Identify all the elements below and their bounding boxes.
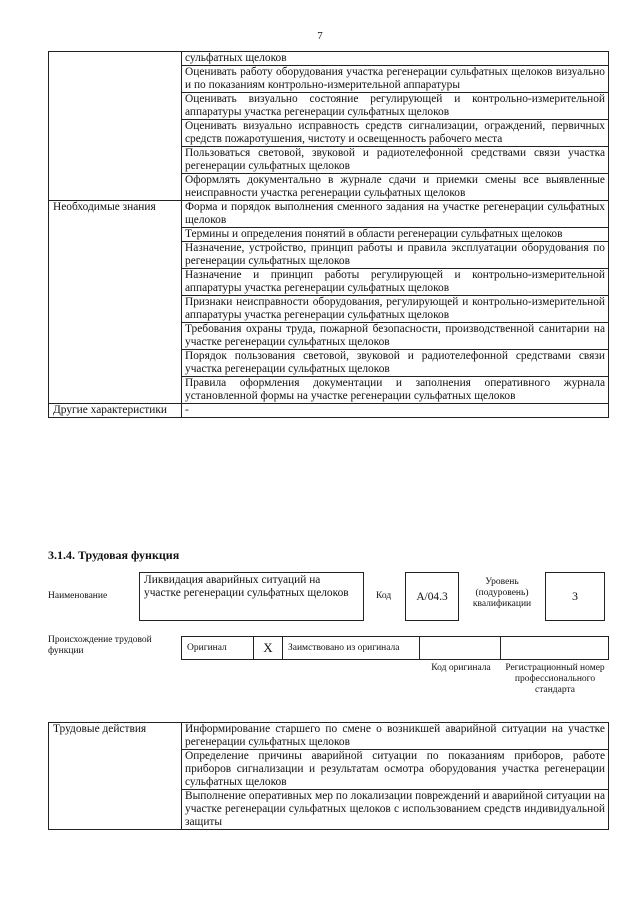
- knowledge-item: Назначение, устройство, принцип работы и правила эксплуатации оборудования по регенерации сульфатных щелоков: [182, 242, 609, 269]
- table-row: [49, 723, 609, 750]
- skill-item: сульфатных щелоков: [182, 52, 609, 66]
- code-value-box: А/04.3: [405, 572, 459, 621]
- skill-item: Оценивать визуально состояние регулирующей и контрольно-измерительной аппаратуры участка регенерации сульфатных щелоков: [182, 93, 609, 120]
- knowledge-item: Термины и определения понятий в области регенерации сульфатных щелоков: [182, 228, 609, 242]
- original-label-cell: Оригинал: [181, 636, 254, 660]
- row-label-skills: [49, 52, 182, 201]
- knowledge-item: Порядок пользования световой, звуковой и радиотелефонной средствами связи участка регенерации сульфатных щелоков: [182, 350, 609, 377]
- name-label: Наименование: [48, 591, 108, 601]
- original-mark-cell: X: [253, 636, 283, 660]
- row-label-actions: Трудовые действия: [49, 723, 182, 830]
- action-item: Определение причины аварийной ситуации по показаниям приборов, работе приборов сигнализации и результатам осмотра оборудования участка регенерации сульфатных щелоков: [182, 750, 609, 790]
- code-label: Код: [376, 591, 392, 601]
- row-label-knowledge: Необходимые знания: [49, 201, 182, 404]
- action-item: Информирование старшего по смене о возникшей аварийной ситуации на участке регенерации сульфатных щелоков: [182, 723, 609, 750]
- skill-item: Оценивать работу оборудования участка регенерации сульфатных щелоков визуально и по показаниям контрольно-измерительной аппаратуры: [182, 66, 609, 93]
- other-item: -: [182, 404, 609, 418]
- table-row: [49, 52, 609, 66]
- skill-item: Оценивать визуально исправность средств сигнализации, ограждений, первичных средств пожаротушения, чистоту и освещенность рабочего места: [182, 120, 609, 147]
- skills-table: [48, 51, 609, 418]
- level-value-box: 3: [545, 572, 605, 621]
- origin-label: Происхождение трудовой функции: [48, 635, 152, 656]
- table-row: [49, 201, 609, 228]
- reg-number-cell: [500, 636, 609, 660]
- borrowed-label-cell: Заимствовано из оригинала: [282, 636, 420, 660]
- knowledge-item: Требования охраны труда, пожарной безопасности, производственной санитарии на участке регенерации сульфатных щелоков: [182, 323, 609, 350]
- function-name-box: Ликвидация аварийных ситуаций на участке регенерации сульфатных щелоков: [139, 572, 364, 621]
- knowledge-item: Правила оформления документации и заполнения оперативного журнала установленной формы на участке регенерации сульфатных щелоков: [182, 377, 609, 404]
- skill-item: Пользоваться световой, звуковой и радиотелефонной средствами связи участка регенерации сульфатных щелоков: [182, 147, 609, 174]
- page-number: 7: [317, 30, 323, 42]
- knowledge-item: Форма и порядок выполнения сменного задания на участке регенерации сульфатных щелоков: [182, 201, 609, 228]
- level-label: Уровень (подуровень) квалификации: [472, 577, 532, 609]
- section-title: 3.1.4. Трудовая функция: [48, 548, 180, 562]
- actions-table: [48, 722, 609, 830]
- knowledge-item: Назначение и принцип работы регулирующей и контрольно-измерительной аппаратуры участка регенерации сульфатных щелоков: [182, 269, 609, 296]
- code-original-caption: Код оригинала: [431, 663, 491, 673]
- table-row: [49, 404, 609, 418]
- knowledge-item: Признаки неисправности оборудования, регулирующей и контрольно-измерительной аппаратуры участка регенерации сульфатных щелоков: [182, 296, 609, 323]
- row-label-other: Другие характеристики: [49, 404, 182, 418]
- origin-row: [181, 636, 609, 660]
- action-item: Выполнение оперативных мер по локализации повреждений и аварийной ситуации на участке регенерации сульфатных щелоков с использованием средств индивидуальной защиты: [182, 790, 609, 830]
- skill-item: Оформлять документально в журнале сдачи и приемки смены все выявленные неисправности участка регенерации сульфатных щелоков: [182, 174, 609, 201]
- reg-number-caption: Регистрационный номер профессионального стандарта: [505, 663, 605, 695]
- code-original-cell: [419, 636, 501, 660]
